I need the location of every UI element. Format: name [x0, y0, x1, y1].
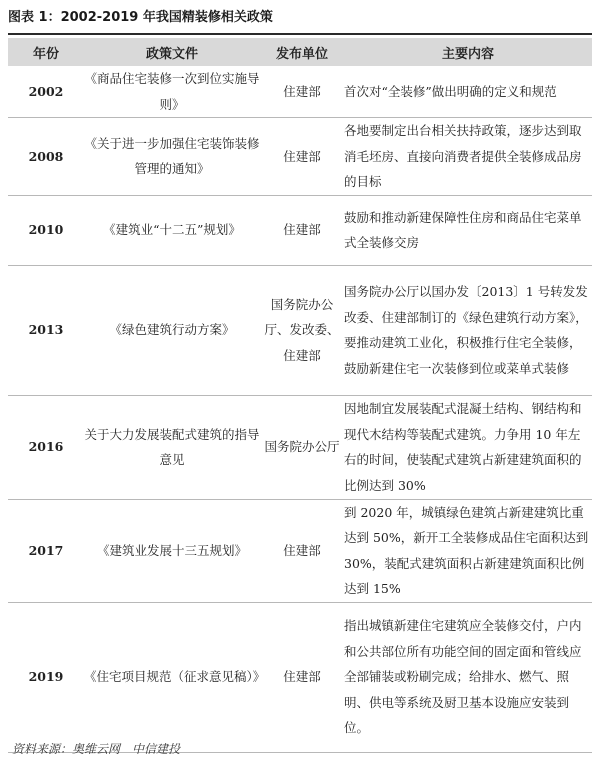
header-main-content: 主要内容	[344, 38, 592, 66]
policy-document-cell: 《住宅项目规范（征求意见稿）》	[84, 602, 260, 752]
issuer-cell: 住建部	[260, 118, 344, 196]
policy-document-cell: 《绿色建筑行动方案》	[84, 265, 260, 395]
year-cell: 2013	[8, 265, 84, 395]
year-cell: 2016	[8, 395, 84, 499]
table-row	[8, 195, 592, 265]
policy-document-cell: 《建筑业“十二五”规划》	[84, 195, 260, 265]
year-cell: 2019	[8, 602, 84, 752]
year-cell: 2008	[8, 118, 84, 196]
policy-document-cell: 《关于进一步加强住宅装饰装修管理的通知》	[84, 118, 260, 196]
issuer-cell: 国务院办公厅、发改委、住建部	[260, 265, 344, 395]
source-note: 资料来源：奥维云网 中信建投	[12, 742, 181, 756]
table-row	[8, 118, 592, 196]
content-cell: 指出城镇新建住宅建筑应全装修交付，户内和公共部位所有功能空间的固定面和管线应全部铺装或粉刷完成；给排水、燃气、照明、供电等系统及厨卫基本设施应安装到位。	[344, 602, 592, 752]
table-row	[8, 499, 592, 602]
table-row	[8, 66, 592, 118]
policy-document-cell: 《商品住宅装修一次到位实施导则》	[84, 66, 260, 118]
header-policy-document: 政策文件	[84, 38, 260, 66]
content-cell: 国务院办公厅以国办发〔2013〕1 号转发发改委、住建部制订的《绿色建筑行动方案》，要推动建筑工业化，积极推行住宅全装修，鼓励新建住宅一次装修到位或菜单式装修	[344, 265, 592, 395]
policy-document-cell: 《建筑业发展十三五规划》	[84, 499, 260, 602]
issuer-cell: 住建部	[260, 499, 344, 602]
chart-title: 图表 1：2002-2019 年我国精装修相关政策	[8, 10, 273, 25]
table-header-row	[8, 38, 592, 66]
table-row	[8, 265, 592, 395]
policy-document-cell: 关于大力发展装配式建筑的指导意见	[84, 395, 260, 499]
header-year: 年份	[8, 38, 84, 66]
content-cell: 因地制宜发展装配式混凝土结构、钢结构和现代木结构等装配式建筑。力争用 10 年左右的时间，使装配式建筑占新建建筑面积的比例达到 30%	[344, 395, 592, 499]
issuer-cell: 国务院办公厅	[260, 395, 344, 499]
issuer-cell: 住建部	[260, 195, 344, 265]
issuer-cell: 住建部	[260, 602, 344, 752]
year-cell: 2017	[8, 499, 84, 602]
content-cell: 鼓励和推动新建保障性住房和商品住宅菜单式全装修交房	[344, 195, 592, 265]
year-cell: 2002	[8, 66, 84, 118]
header-issuer: 发布单位	[260, 38, 344, 66]
year-cell: 2010	[8, 195, 84, 265]
table-row	[8, 395, 592, 499]
table-row	[8, 602, 592, 752]
title-divider	[8, 33, 592, 35]
policy-table	[8, 38, 592, 753]
content-cell: 到 2020 年，城镇绿色建筑占新建建筑比重达到 50%，新开工全装修成品住宅面积达到 30%，装配式建筑面积占新建建筑面积比例达到 15%	[344, 499, 592, 602]
issuer-cell: 住建部	[260, 66, 344, 118]
content-cell: 首次对“全装修”做出明确的定义和规范	[344, 66, 592, 118]
content-cell: 各地要制定出台相关扶持政策，逐步达到取消毛坯房、直接向消费者提供全装修成品房的目标	[344, 118, 592, 196]
